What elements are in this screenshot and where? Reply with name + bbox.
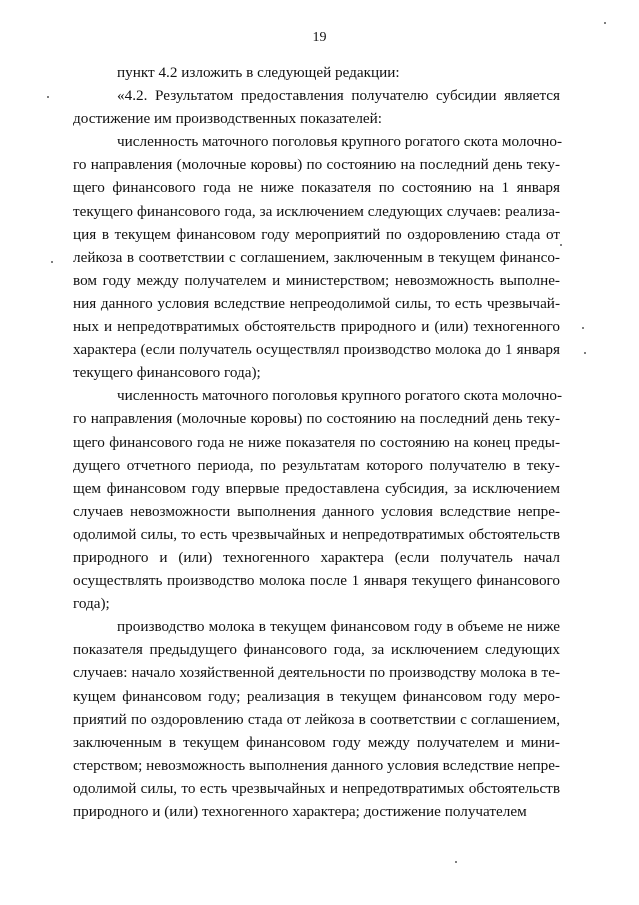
- paragraph: [73, 384, 563, 615]
- text-line: производство молока в текущем финансовом году в объеме не ниже: [117, 618, 560, 636]
- text-line: щего финансового года не ниже показателя по состоянию на 1 января: [73, 179, 560, 197]
- text-line: текущего финансового года);: [73, 364, 261, 382]
- text-line: характера (если получатель осуществлял производство молока до 1 января: [73, 341, 560, 359]
- text-line: показателя предыдущего финансового года, за исключением следующих: [73, 641, 560, 659]
- paragraph: [73, 615, 560, 823]
- paragraph: [73, 130, 563, 384]
- text-line: природного и (или) техногенного характера (если получатель начал: [73, 548, 560, 566]
- text-line: ния данного условия вследствие непреодолимой силы, то есть чрезвычай-: [73, 294, 560, 312]
- text-line: текущего финансового года, за исключением следующих случаев: реализа-: [73, 202, 560, 220]
- text-line: осуществлять производство молока после 1 января текущего финансового: [73, 572, 560, 590]
- text-line: лейкоза в соответствии с соглашением, заключенным в текущем финансо-: [73, 248, 560, 266]
- text-line: кущем финансовом году; реализация в текущем финансовом году меро-: [73, 687, 560, 705]
- text-line: щего финансового года не ниже показателя по состоянию на конец преды-: [73, 433, 560, 451]
- page-number: 19: [312, 30, 327, 45]
- text-line: «4.2. Результатом предоставления получателю субсидии является: [117, 87, 560, 105]
- text-line: ция в текущем финансовом году мероприятий по оздоровлению стада от: [73, 225, 560, 243]
- text-line: го направления (молочные коровы) по состоянию на последний день теку-: [73, 156, 560, 174]
- paragraph: [73, 61, 560, 84]
- text-line: природного и (или) техногенного характера; достижение получателем: [73, 803, 527, 820]
- text-line: одолимой силы, то есть чрезвычайных и непредотвратимых обстоятельств: [73, 779, 560, 797]
- text-line: ных и непредотвратимых обстоятельств природного и (или) техногенного: [73, 318, 560, 336]
- text-line: достижение им производственных показателей:: [73, 110, 383, 128]
- text-line: случаев невозможности выполнения данного условия вследствие непре-: [73, 502, 560, 520]
- text-line: стерством; невозможность выполнения данного условия вследствие непре-: [73, 756, 560, 774]
- text-line: вом году между получателем и министерством; невозможность выполне-: [73, 271, 560, 289]
- text-line: заключенным в текущем финансовом году между получателем и мини-: [73, 733, 560, 751]
- text-line: дущего отчетного периода, по результатам которого получателю в теку-: [73, 456, 560, 474]
- paragraph: [73, 84, 560, 130]
- text-line: го направления (молочные коровы) по состоянию на последний день теку-: [73, 410, 560, 428]
- text-line: численность маточного поголовья крупного рогатого скота молочно-: [117, 133, 563, 151]
- text-line: приятий по оздоровлению стада от лейкоза в соответствии с соглашением,: [73, 710, 560, 728]
- document-body: [73, 61, 563, 823]
- text-line: случаев: начало хозяйственной деятельности по производству молока в те-: [73, 664, 560, 682]
- text-line: пункт 4.2 изложить в следующей редакции:: [117, 64, 400, 81]
- text-line: численность маточного поголовья крупного рогатого скота молочно-: [117, 387, 563, 405]
- text-line: года);: [73, 595, 110, 613]
- text-line: щем финансовом году впервые предоставлена субсидия, за исключением: [73, 479, 560, 497]
- text-line: одолимой силы, то есть чрезвычайных и непредотвратимых обстоятельств: [73, 525, 560, 543]
